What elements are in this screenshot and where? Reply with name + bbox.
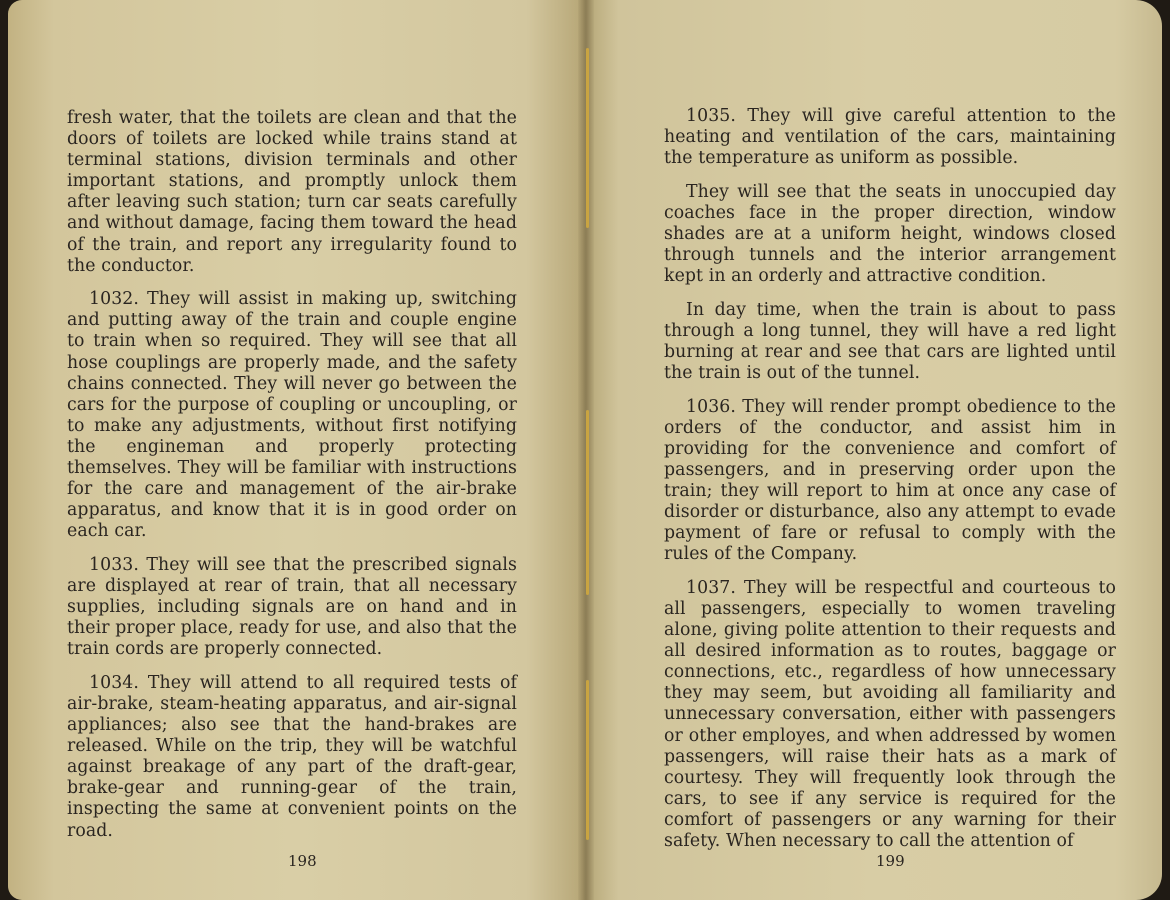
paragraph-1037: 1037. They will be respectful and courteous to all passengers, especially to women traveling alone, giving polite attention to their requests and all desired information as to routes, baggage or connections, etc., regardless of how unnecessary they may seem, but avoiding all familiarity and unnecessary conversation, either with passengers or other employes, and when addressed by women passengers, will raise their hats as a mark of courtesy. They will frequently look through the cars, to see if any service is required for the comfort of passengers or any warning for their safety. When necessary to call the attention of (664, 577, 1116, 851)
right-page-text (664, 106, 1116, 865)
paragraph-tunnel: In day time, when the train is about to pass through a long tunnel, they will have a red light burning at rear and see that cars are lighted until the train is out of the tunnel. (664, 299, 1116, 384)
paragraph-seats: They will see that the seats in unoccupied day coaches face in the proper direction, window shades are at a uniform height, windows closed through tunnels and the interior arrangement kept in an orderly and attractive condition. (664, 181, 1116, 287)
binding-thread-middle (586, 410, 589, 595)
paragraph-1034: 1034. They will attend to all required tests of air-brake, steam-heating apparatus, and air-signal appliances; also see that the hand-brakes are released. While on the trip, they will be watchful against breakage of any part of the draft-gear, brake-gear and running-gear of the train, inspecting the same at convenient points on the road. (67, 672, 517, 841)
binding-thread-bottom (586, 680, 589, 840)
paragraph-1035: 1035. They will give careful attention to the heating and ventilation of the cars, maintaining the temperature as uniform as possible. (664, 106, 1116, 169)
paragraph-continued: fresh water, that the toilets are clean and that the doors of toilets are locked while trains stand at terminal stations, division terminals and other important stations, and promptly unlock them after leaving such station; turn car seats carefully and without damage, facing them toward the head of the train, and report any irregularity found to the conductor. (67, 108, 517, 276)
left-page-text (67, 108, 517, 854)
page-number-left: 198 (288, 852, 317, 870)
paragraph-1036: 1036. They will render prompt obedience to the orders of the conductor, and assist him in providing for the convenience and comfort of passengers, and in preserving order upon the train; they will report to him at once any case of disorder or disturbance, also any attempt to evade payment of fare or refusal to comply with the rules of the Company. (664, 396, 1116, 565)
binding-thread-top (586, 48, 589, 228)
paragraph-1033: 1033. They will see that the prescribed signals are displayed at rear of train, that all necessary supplies, including signals are on hand and in their proper place, ready for use, and also that the train cords are properly connected. (67, 554, 517, 660)
right-page (584, 0, 1162, 900)
left-page (8, 0, 584, 900)
page-number-right: 199 (876, 852, 905, 870)
paragraph-1032: 1032. They will assist in making up, switching and putting away of the train and couple engine to train when so required. They will see that all hose couplings are properly made, and the safety chains connected. They will never go between the cars for the purpose of coupling or uncoupling, or to make any adjustments, without first notifying the engineman and properly protecting themselves. They will be familiar with instructions for the care and management of the air-brake apparatus, and know that it is in good order on each car. (67, 289, 517, 542)
